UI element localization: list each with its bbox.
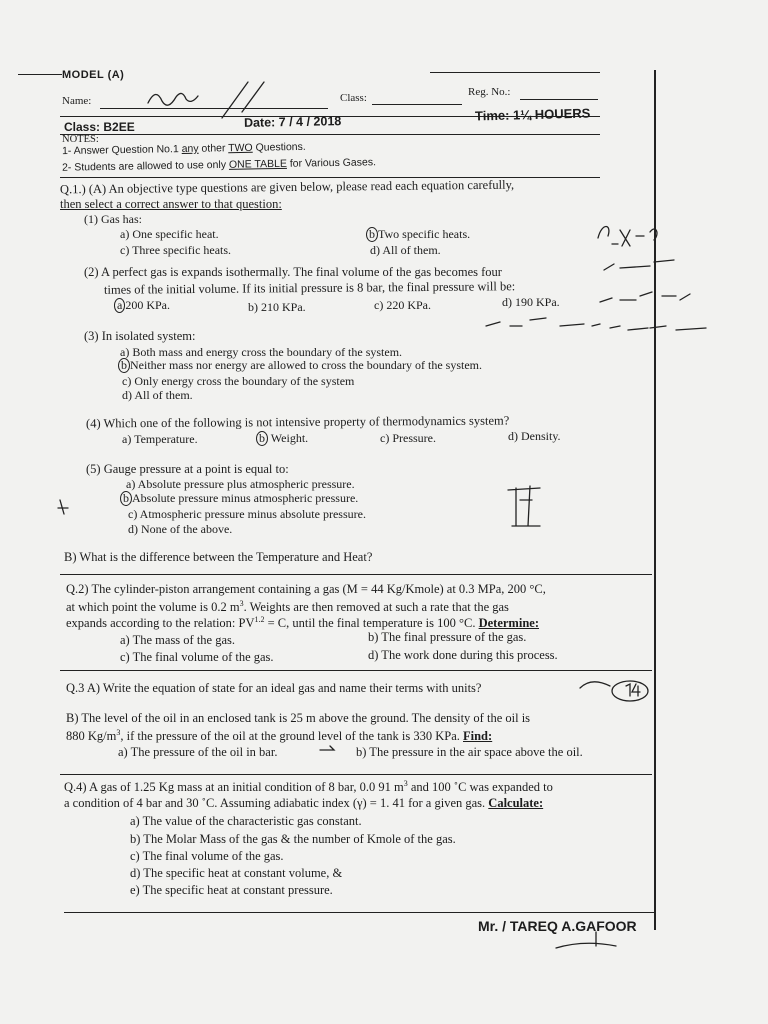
q2-line-3: expands according to the relation: $PV^{1.2} = C$, until the final temperature is 100 °C. Determine: xyxy=(66,615,539,631)
q1-2-stem-1: (2) A perfect gas is expands isothermally. The final volume of the gas becomes four xyxy=(84,265,502,279)
reg-label: Reg. No.: xyxy=(468,86,511,98)
q1-2-option-a: a 200 KPa. xyxy=(114,298,170,313)
note-1: 1- Answer Question No.1 any other TWO Questions. xyxy=(61,140,306,158)
q1-1-option-c: c) Three specific heats. xyxy=(120,243,232,257)
q4-line-2: a condition of 4 bar and 30 ˚C. Assuming adiabatic index (γ) = 1. 41 for a given gas. Calculate: xyxy=(64,796,544,810)
q1-part-b: B) What is the difference between the Temperature and Heat? xyxy=(64,550,373,564)
q1-3-option-d: d) All of them. xyxy=(122,388,193,402)
exam-time: Time: 1¼ HOUERS xyxy=(474,105,591,124)
name-label: Name: xyxy=(62,95,92,107)
q1-2-option-c: c) 220 KPa. xyxy=(374,298,431,312)
q1-4-stem: (4) Which one of the following is not intensive property of thermodynamics system? xyxy=(85,413,510,431)
q2-line-1: Q.2) The cylinder-piston arrangement containing a gas (M = 44 Kg/Kmole) at 0.3 MPa, 200 °C, xyxy=(66,582,546,596)
q1-1-option-d: d) All of them. xyxy=(370,243,441,257)
q1-3-option-c: c) Only energy cross the boundary of the system xyxy=(122,374,355,388)
q1-intro-line1: Q.1.) (A) An objective type questions are given below, please read each equation carefully, xyxy=(59,177,515,197)
notes-label: NOTES: xyxy=(62,134,99,145)
q2-part-c: c) The final volume of the gas. xyxy=(120,650,274,664)
q3-find-b: b) The pressure in the air space above the oil. xyxy=(356,745,583,759)
q3-part-a: Q.3 A) Write the equation of state for an ideal gas and name their terms with units? xyxy=(66,681,482,695)
q1-4-option-c: c) Pressure. xyxy=(380,431,436,445)
q2-part-b: b) The final pressure of the gas. xyxy=(368,630,527,644)
q1-3-stem: (3) In isolated system: xyxy=(84,329,196,343)
q4-part-c: c) The final volume of the gas. xyxy=(130,849,284,863)
q1-2-option-d: d) 190 KPa. xyxy=(502,295,560,309)
q2-part-d: d) The work done during this process. xyxy=(368,648,558,662)
q1-intro-line2: then select a correct answer to that question: xyxy=(60,197,282,211)
q1-4-option-d: d) Density. xyxy=(508,429,561,443)
exam-date: Date: 7 / 4 / 2018 xyxy=(243,114,342,130)
q3-part-b-line-2: 880 $Kg/m^3$, if the pressure of the oil at the ground level of the tank is 330 KPa. Find: xyxy=(66,728,493,744)
q1-5-option-d: d) None of the above. xyxy=(128,522,233,536)
q3-find-a: a) The pressure of the oil in bar. xyxy=(118,745,278,759)
q4-part-d: d) The specific heat at constant volume, & xyxy=(130,866,343,880)
model-label: MODEL (A) xyxy=(62,69,125,81)
q1-3-option-b: b Neither mass nor energy are allowed to cross the boundary of the system. xyxy=(118,358,482,373)
q1-5-option-a: a) Absolute pressure plus atmospheric pressure. xyxy=(126,477,355,491)
q4-part-e: e) The specific heat at constant pressure. xyxy=(130,883,333,897)
q1-5-stem: (5) Gauge pressure at a point is equal to: xyxy=(86,462,289,476)
q1-3-option-a: a) Both mass and energy cross the boundary of the system. xyxy=(120,345,403,359)
q1-2-option-b: b) 210 KPa. xyxy=(248,300,306,314)
q1-5-option-c: c) Atmospheric pressure minus absolute pressure. xyxy=(128,507,366,521)
q1-4-option-a: a) Temperature. xyxy=(122,432,198,446)
q4-part-a: a) The value of the characteristic gas constant. xyxy=(130,814,362,828)
name-handwriting xyxy=(148,93,198,105)
q1-1-option-a: a) One specific heat. xyxy=(120,227,219,241)
q2-line-2: at which point the volume is 0.2 $m^3$. Weights are then removed at such a rate that the gas xyxy=(66,599,509,615)
q2-part-a: a) The mass of the gas. xyxy=(120,633,236,647)
class-value: Class: B2EE xyxy=(64,120,135,134)
q1-4-option-b: b Weight. xyxy=(256,431,308,446)
class-field-label: Class: xyxy=(340,92,367,104)
q1-1-stem: (1) Gas has: xyxy=(84,212,142,226)
q3-part-b-line-1: B) The level of the oil in an enclosed tank is 25 m above the ground. The density of the oil is xyxy=(66,711,531,725)
q1-1-option-b: b Two specific heats. xyxy=(366,227,470,242)
q4-line-1: Q.4) A gas of 1.25 Kg mass at an initial condition of 8 bar, 0.0 91 $m^3$ and 100 ˚C was expanded to xyxy=(64,779,553,795)
q1-2-stem-2: times of the initial volume. If its initial pressure is 8 bar, the final pressure will be: xyxy=(103,279,516,297)
q4-part-b: b) The Molar Mass of the gas & the number of Kmole of the gas. xyxy=(130,832,456,846)
q1-5-option-b: b Absolute pressure minus atmospheric pressure. xyxy=(120,491,358,506)
teacher-signature: Mr. / TAREQ A.GAFOOR xyxy=(478,918,637,934)
note-2: 2- Students are allowed to use only ONE TABLE for Various Gases. xyxy=(61,156,377,174)
